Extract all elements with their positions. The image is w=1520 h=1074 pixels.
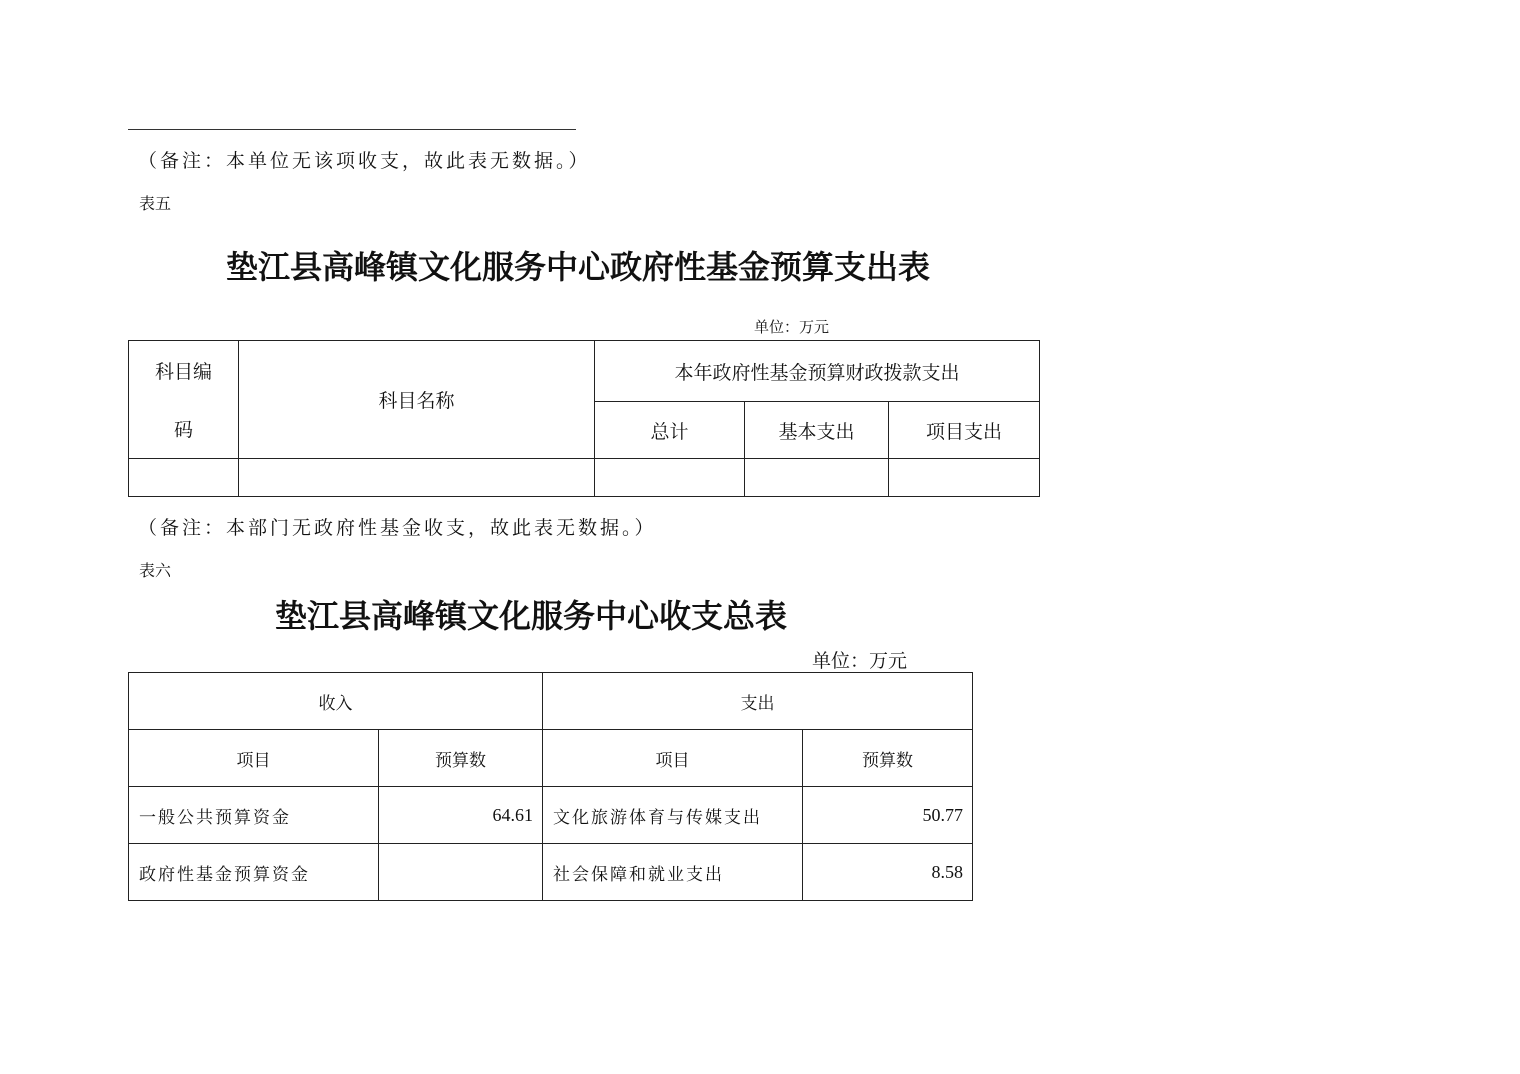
table6-unit: 单位：万元 — [812, 650, 908, 672]
expense-item-cell: 社会保障和就业支出 — [543, 844, 803, 901]
income-value-cell: 64.61 — [379, 787, 543, 844]
income-value-cell — [379, 844, 543, 901]
header-income-item: 项目 — [129, 730, 379, 787]
table5-note: （备注：本部门无政府性基金收支，故此表无数据。） — [138, 517, 657, 539]
table6-label: 表六 — [139, 561, 172, 580]
empty-cell — [889, 459, 1040, 497]
empty-cell — [745, 459, 889, 497]
header-expense-item: 项目 — [543, 730, 803, 787]
empty-cell — [129, 459, 239, 497]
header-expense: 支出 — [543, 673, 973, 730]
header-subject-name: 科目名称 — [239, 341, 595, 459]
expense-value-cell: 50.77 — [803, 787, 973, 844]
table5-title: 垫江县高峰镇文化服务中心政府性基金预算支出表 — [226, 248, 931, 286]
header-project-expense: 项目支出 — [889, 402, 1040, 459]
header-subject-code-line2: 码 — [173, 419, 193, 441]
header-expense-budget: 预算数 — [803, 730, 973, 787]
table-row — [129, 787, 973, 844]
table5 — [128, 340, 1040, 497]
note-top: （备注：本单位无该项收支，故此表无数据。） — [138, 150, 591, 172]
header-total: 总计 — [595, 402, 745, 459]
header-subject-code-line1: 科目编 — [154, 361, 212, 383]
header-income: 收入 — [129, 673, 543, 730]
table6 — [128, 672, 973, 901]
expense-value-cell: 8.58 — [803, 844, 973, 901]
income-item-cell: 政府性基金预算资金 — [129, 844, 379, 901]
table5-unit: 单位：万元 — [754, 318, 830, 336]
footnote-rule — [128, 129, 576, 130]
table5-label: 表五 — [139, 194, 172, 213]
income-item-cell: 一般公共预算资金 — [129, 787, 379, 844]
header-basic-expense: 基本支出 — [745, 402, 889, 459]
header-income-budget: 预算数 — [379, 730, 543, 787]
expense-item-cell: 文化旅游体育与传媒支出 — [543, 787, 803, 844]
table6-title: 垫江县高峰镇文化服务中心收支总表 — [275, 597, 788, 635]
empty-cell — [239, 459, 595, 497]
table-row — [129, 459, 1040, 497]
empty-cell — [595, 459, 745, 497]
header-subject-code — [129, 341, 239, 459]
header-fund-expense-group: 本年政府性基金预算财政拨款支出 — [595, 341, 1040, 402]
table-row — [129, 844, 973, 901]
